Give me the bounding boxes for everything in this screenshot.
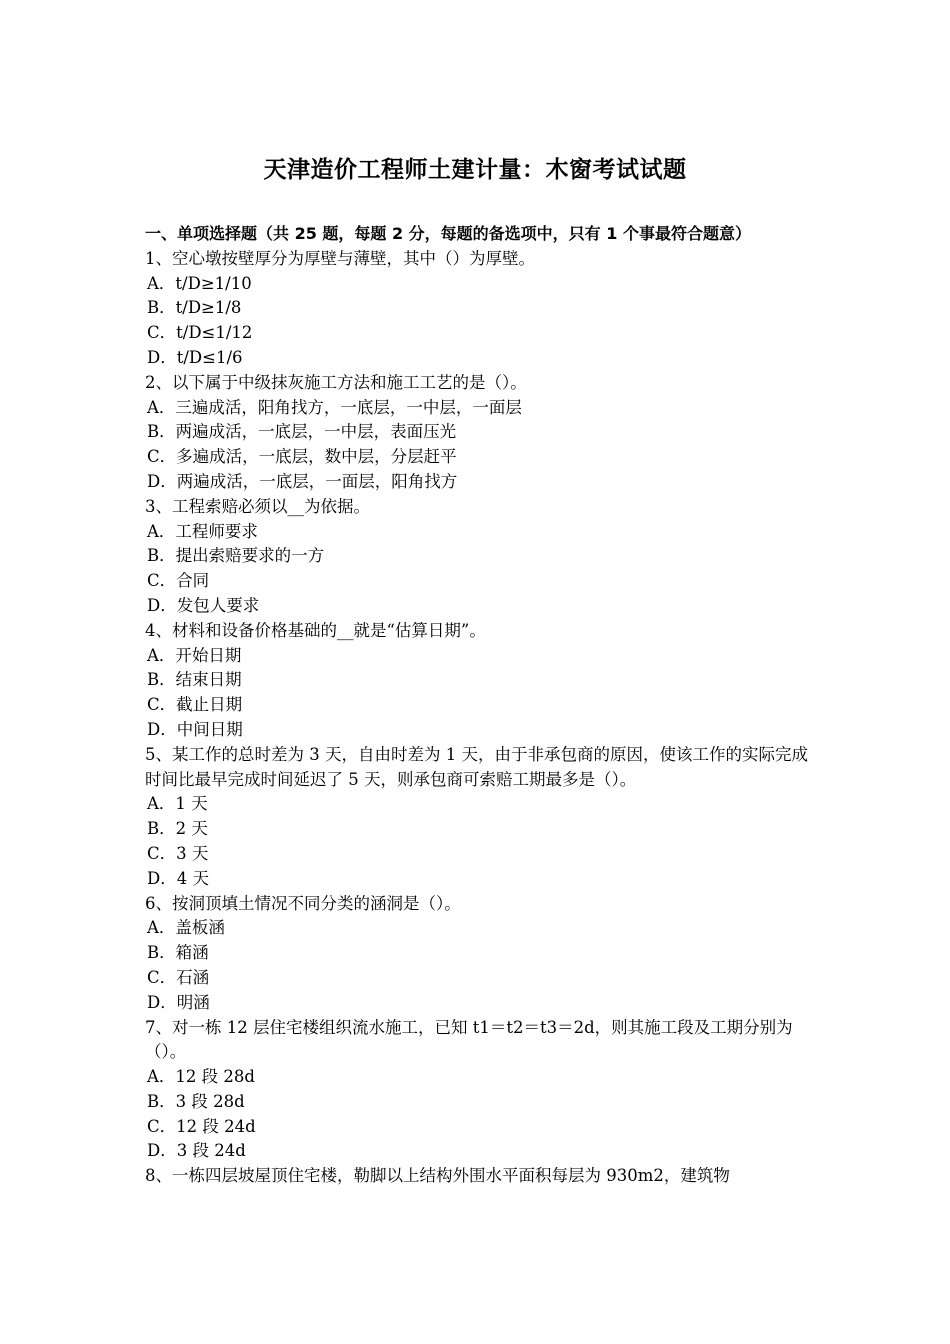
option-c: C．3 天 xyxy=(147,843,209,863)
question-3 xyxy=(145,495,810,619)
option-d: D．3 段 24d xyxy=(147,1141,246,1161)
question-4 xyxy=(145,619,810,743)
option-a: A．12 段 28d xyxy=(147,1067,255,1087)
option-d: D．发包人要求 xyxy=(147,595,260,615)
option-a: A．三遍成活，阳角找方，一底层，一中层，一面层 xyxy=(147,397,522,417)
option-list xyxy=(145,644,810,743)
question-stem: 2、以下属于中级抹灰施工方法和施工工艺的是（）。 xyxy=(145,372,527,392)
option-d: D．4 天 xyxy=(147,868,209,888)
option-c: C．多遍成活，一底层，数中层，分层赶平 xyxy=(147,447,457,467)
option-c: C．合同 xyxy=(147,571,210,591)
option-b: B．提出索赔要求的一方 xyxy=(147,546,325,566)
option-b: B．两遍成活，一底层，一中层，表面压光 xyxy=(147,422,457,442)
option-a: A．t/D≥1/10 xyxy=(147,273,252,293)
option-c: C．t/D≤1/12 xyxy=(147,323,253,343)
question-stem: 1、空心墩按壁厚分为厚壁与薄壁，其中（）为厚壁。 xyxy=(145,248,535,268)
option-list xyxy=(145,1065,810,1164)
option-list xyxy=(145,916,810,1015)
question-8 xyxy=(145,1164,810,1189)
option-b: B．2 天 xyxy=(147,819,208,839)
document-body xyxy=(145,222,810,1189)
option-list xyxy=(145,792,810,891)
option-list xyxy=(145,396,810,495)
question-2 xyxy=(145,371,810,495)
option-a: A．1 天 xyxy=(147,794,208,814)
question-6 xyxy=(145,892,810,1016)
question-stem: 5、某工作的总时差为 3 天，自由时差为 1 天，由于非承包商的原因，使该工作的实际完成时间比最早完成时间延迟了 5 天，则承包商可索赔工期最多是（）。 xyxy=(145,744,808,789)
question-stem: 8、一栋四层坡屋顶住宅楼，勒脚以上结构外围水平面积每层为 930m2，建筑物 xyxy=(145,1166,730,1186)
option-a: A．开始日期 xyxy=(147,645,242,665)
option-list xyxy=(145,520,810,619)
question-stem: 3、工程索赔必须以__为依据。 xyxy=(145,496,370,516)
option-d: D．明涵 xyxy=(147,992,210,1012)
option-b: B．t/D≥1/8 xyxy=(147,298,242,318)
option-list xyxy=(145,272,810,371)
option-c: C．截止日期 xyxy=(147,695,243,715)
section-heading: 一、单项选择题（共 25 题，每题 2 分，每题的备选项中，只有 1 个事最符合题意） xyxy=(145,224,751,243)
option-d: D．t/D≤1/6 xyxy=(147,347,243,367)
question-stem: 4、材料和设备价格基础的__就是“估算日期”。 xyxy=(145,620,486,640)
question-5 xyxy=(145,743,810,892)
option-d: D．中间日期 xyxy=(147,719,243,739)
question-1 xyxy=(145,247,810,371)
option-b: B．3 段 28d xyxy=(147,1091,245,1111)
option-a: A．盖板涵 xyxy=(147,918,225,938)
option-c: C．12 段 24d xyxy=(147,1116,256,1136)
option-d: D．两遍成活，一底层，一面层，阳角找方 xyxy=(147,471,458,491)
document-title: 天津造价工程师土建计量：木窗考试试题 xyxy=(263,157,687,183)
question-7 xyxy=(145,1016,810,1165)
option-a: A．工程师要求 xyxy=(147,521,258,541)
question-stem: 7、对一栋 12 层住宅楼组织流水施工，已知 t1＝t2＝t3＝2d，则其施工段及工期分别为（）。 xyxy=(145,1017,793,1062)
option-b: B．箱涵 xyxy=(147,943,209,963)
question-stem: 6、按洞顶填土情况不同分类的涵洞是（）。 xyxy=(145,893,461,913)
option-c: C．石涵 xyxy=(147,967,210,987)
option-b: B．结束日期 xyxy=(147,670,242,690)
